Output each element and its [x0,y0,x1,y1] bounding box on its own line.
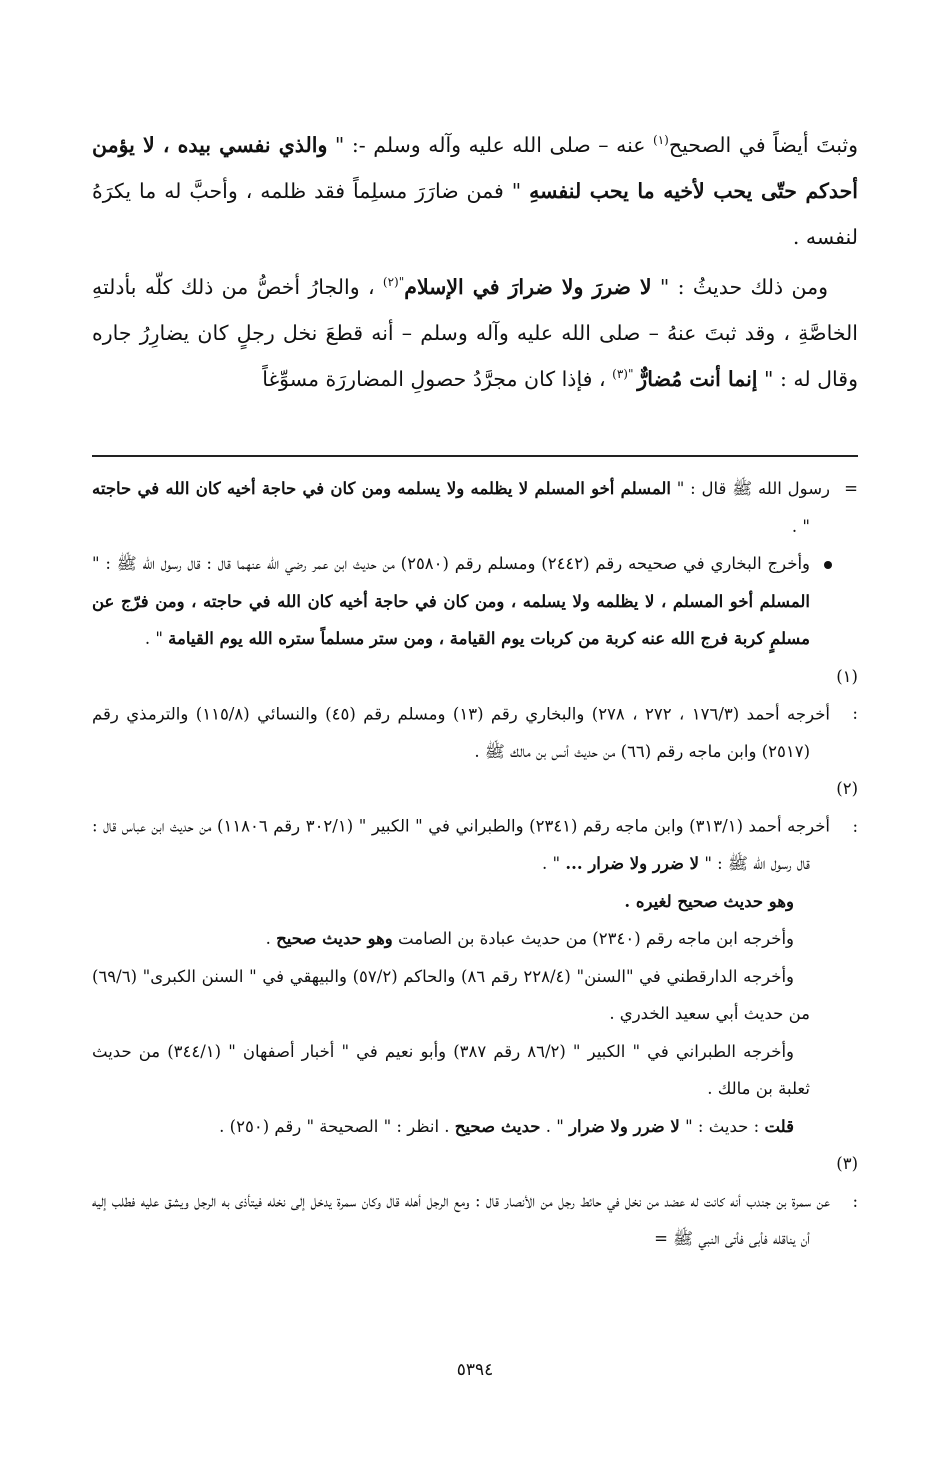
footnote-1 [92,658,858,771]
footnote-2-ibn-majah-text: وأخرجه ابن ماجه رقم (٢٣٤٠) من حديث عبادة بن الصامت [392,929,794,948]
footnotes [92,470,858,1258]
footnote-2-grading [92,883,858,921]
paragraph-1-hadith-bold: والذي نفسي بيده ، لا يؤمن أحدكم حتّى يحب لأخيه ما يحب لنفسهِ [92,133,858,203]
footnote-2-conclusion-text-c: . انظر : " الصحيحة " رقم (٢٥٠) . [219,1116,455,1136]
footnote-2 [92,770,858,883]
paragraph-2 [92,264,858,402]
paragraph-2-text-c: ، فإذا كان مجرَّدُ حصولِ المضاررَة مسوِّغاً [262,367,613,391]
footnote-2-conclusion-text-b: " . [540,1116,570,1136]
page-number: ٥٣٩٤ [456,1360,494,1380]
footnote-1-marker: (١) : [836,666,858,723]
footnote-ref-3[interactable]: "(٣) [612,367,638,382]
bullet-text-a: وأخرج البخاري في صحيحه رقم (٢٤٤٢) ومسلم رقم (٢٥٨٠) من حديث ابن عمر رضي الله عنهما قال : قال رسول الله ﷺ : " [92,554,810,573]
paragraph-2-text-a: ومن ذلك حديثُ : " [651,275,828,299]
paragraph-1-text-c: " فمن ضارَرَ مسلِماً فقد ظلمه ، وأحبَّ له ما يكرَهُ لنفسه . [92,179,858,249]
paragraph-1-text-b: عنه – صلى الله عليه وآله وسلم -: " [327,133,654,157]
continuation-text-a: رسول الله ﷺ قال : " [671,479,830,498]
footnote-2-conclusion-hadith: لا ضرر ولا ضرار [569,1116,680,1136]
footnote-continuation [92,470,858,545]
paragraph-1 [92,122,858,260]
paragraph-2-hadith-bold-1: لا ضررَ ولا ضرارَ في الإسلام [404,275,652,299]
footnote-2-ibn-majah-bold: وهو حديث صحيح [276,929,393,948]
footnote-divider [92,455,858,457]
footnote-2-conclusion-text-a: : حديث : " [679,1116,765,1136]
footnote-3 [92,1145,858,1258]
footnote-1-text: أخرجه أحمد (١٧٦/٣ ، ٢٧٢ ، ٢٧٨) والبخاري رقم (١٣) ومسلم رقم (٤٥) والنسائي (١١٥/٨) والترمذي رقم (٢٥١٧) وابن ماجه رقم (٦٦) من حديث أنس بن مالك ﷺ . [92,704,830,761]
footnote-2-daraqutni [92,958,858,1033]
paragraph-1-text-a: وثبتَ أيضاً في الصحيح [668,133,858,157]
continuation-marker: = [844,479,858,498]
footnote-2-tabarani [92,1033,858,1108]
footnote-3-text: عن سمرة بن جندب أنه كانت له عضد من نخل في حائط رجل من الأنصار قال : ومع الرجل أهله قال وكان سمرة يدخل إلى نخله فيتأذى به الرجل ويشق عليه فطلب إليه أن يناقله فأبى فأتى النبي ﷺ = [92,1191,830,1248]
continuation-text-b: " . [791,516,810,536]
footnote-2-daraqutni-text: وأخرجه الدارقطني في "السنن" (٢٢٨/٤ رقم ٨٦) والحاكم (٥٧/٢) والبيهقي في " السنن الكبرى" (٦٩/٦) من حديث أبي سعيد الخدري . [92,966,810,1023]
footnote-2-ibn-majah [92,920,858,958]
bullet-icon [824,561,832,569]
footnote-2-grading-bold: وهو حديث صحيح لغيره . [624,891,794,911]
paragraph-2-text-b: ، والجارُ أخصُّ من ذلك كلّه بأدلتهِ الخاصَّةِ ، وقد ثبتَ عنهُ – صلى الله عليه وآله وسلم – أنه قطعَ نخل رجلٍ كان يضارِرُ جاره وقال له : " [92,275,858,391]
footnote-2-conclusion-qultu: قلت [764,1116,794,1136]
footnote-2-marker: (٢) : [836,779,859,836]
footnote-2-hadith-bold: لا ضرر ولا ضرار ... [565,854,700,873]
footnote-ref-1[interactable]: (١) [653,133,669,148]
footnote-2-text-b: " . [542,854,566,873]
continuation-hadith-bold: المسلم أخو المسلم لا يظلمه ولا يسلمه ومن كان في حاجة أخيه كان الله في حاجته [92,479,671,498]
bullet-hadith-bold: المسلم أخو المسلم ، لا يظلمه ولا يسلمه ، ومن كان في حاجة أخيه كان الله في حاجته ، ومن فرّج عن مسلمٍ كربة فرج الله عنه كربة من كربات يوم القيامة ، ومن ستر مسلماً ستره الله يوم القيامة [92,591,810,648]
footnote-2-conclusion [92,1108,858,1146]
main-text [92,122,858,406]
footnote-2-tabarani-text: وأخرجه الطبراني في " الكبير " (٨٦/٢ رقم ٣٨٧) وأبو نعيم في " أخبار أصفهان " (٣٤٤/١) من حديث ثعلبة بن مالك . [92,1041,810,1098]
footnote-2-ibn-majah-end: . [265,929,277,948]
bullet-text-b: " . [144,629,169,648]
footnote-2-text-a: أخرجه أحمد (٣١٣/١) وابن ماجه رقم (٢٣٤١) والطبراني في " الكبير " (٣٠٢/١ رقم ١١٨٠٦) من حديث ابن عباس قال : قال رسول الله ﷺ : " [92,816,831,873]
footnote-ref-2[interactable]: "(٢) [382,275,405,290]
paragraph-2-hadith-bold-2: إنما أنت مُضارٌّ [637,367,758,391]
footnote-3-marker: (٣) : [836,1154,858,1211]
footnote-bullet [92,545,858,658]
footnote-2-conclusion-grade: حديث صحيح [454,1116,541,1136]
